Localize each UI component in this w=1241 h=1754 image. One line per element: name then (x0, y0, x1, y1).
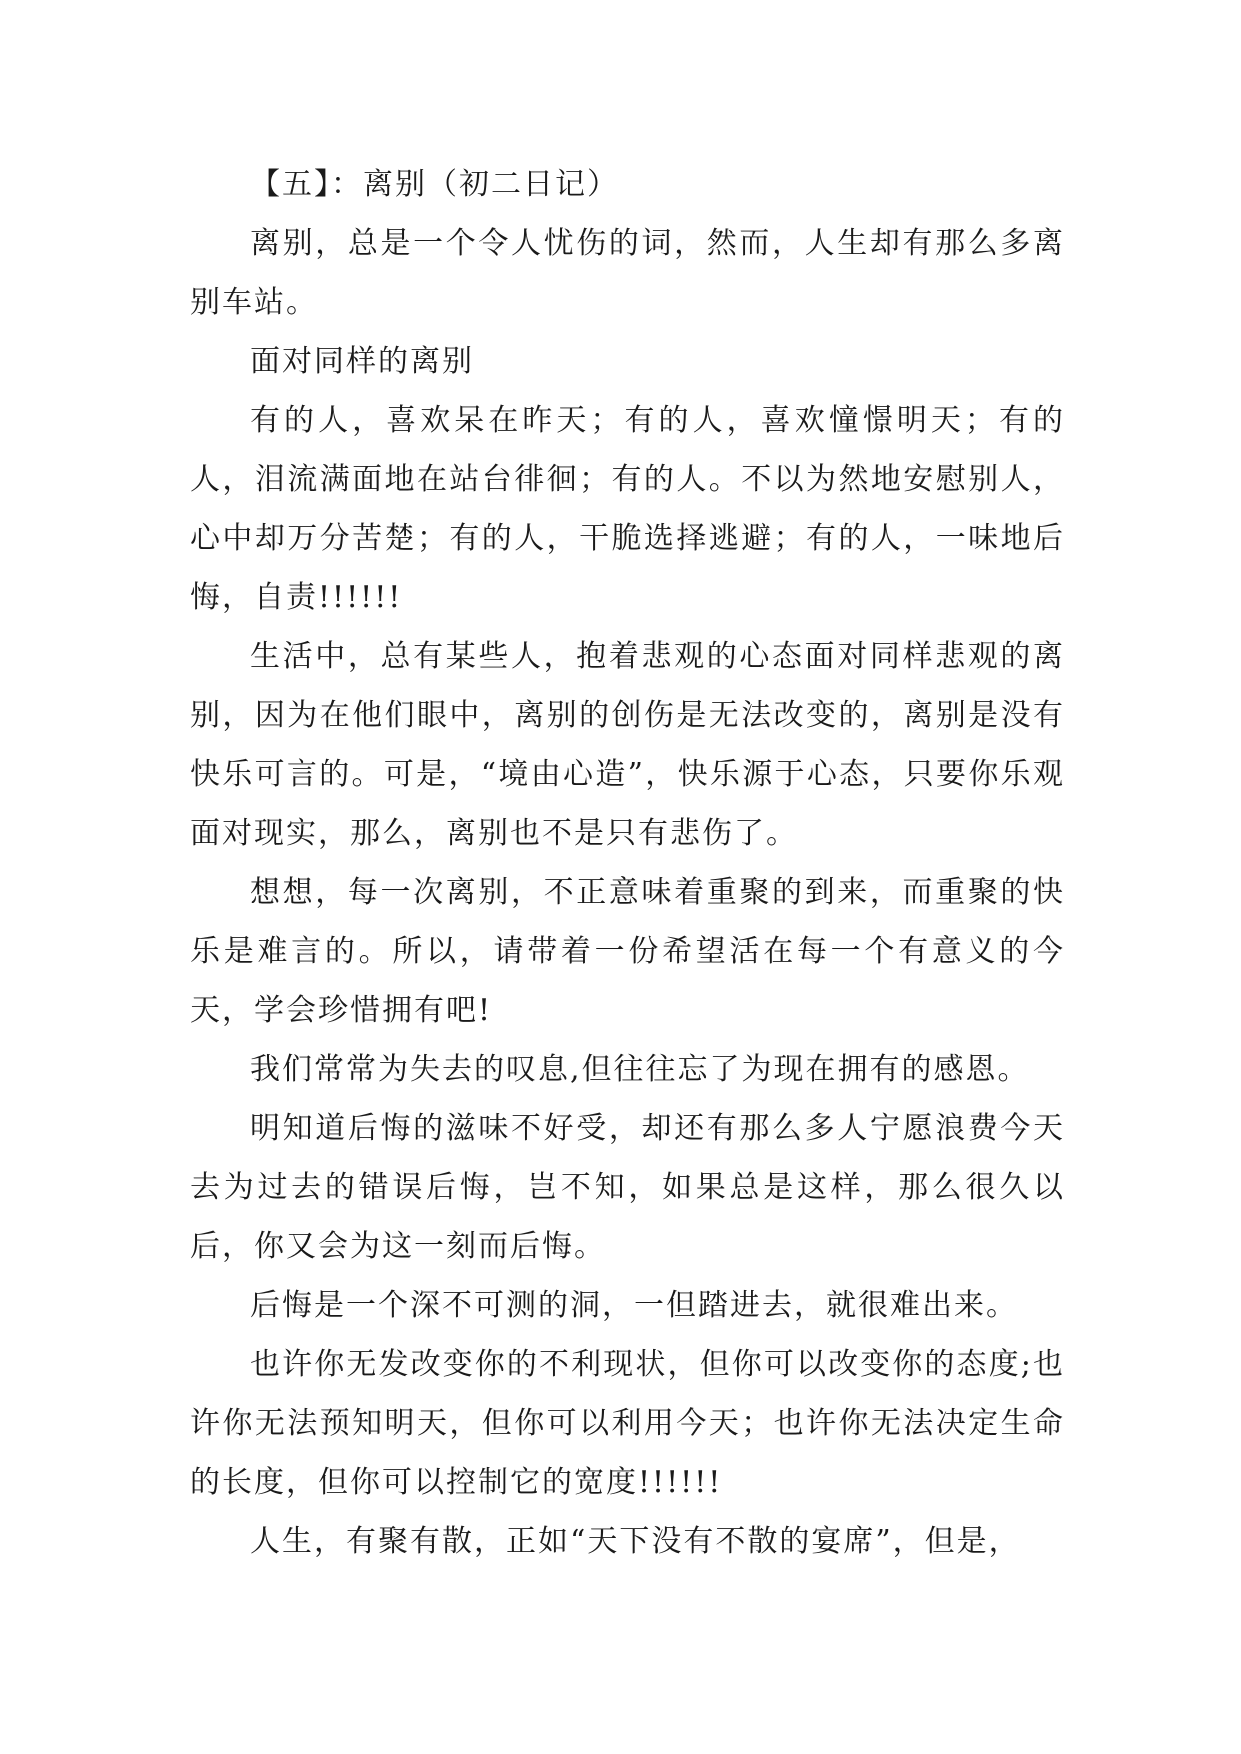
paragraph: 明知道后悔的滋味不好受，却还有那么多人宁愿浪费今天去为过去的错误后悔，岂不知，如果总是这样，那么很久以后，你又会为这一刻而后悔。 (190, 1111, 1065, 1264)
paragraph: 人生，有聚有散，正如“天下没有不散的宴席”，但是， (250, 1524, 1021, 1559)
paragraph: 后悔是一个深不可测的洞，一但踏进去，就很难出来。 (250, 1288, 1018, 1323)
paragraph: 想想，每一次离别，不正意味着重聚的到来，而重聚的快乐是难言的。所以，请带着一份希望活在每一个有意义的今天，学会珍惜拥有吧! (190, 875, 1065, 1028)
paragraph: 我们常常为失去的叹息,但往往忘了为现在拥有的感恩。 (250, 1052, 1030, 1087)
document-page (190, 155, 1065, 1571)
paragraph: 也许你无发改变你的不利现状，但你可以改变你的态度;也许你无法预知明天，但你可以利用今天；也许你无法决定生命的长度，但你可以控制它的宽度!!!!!! (190, 1347, 1065, 1500)
paragraph: 离别，总是一个令人忧伤的词，然而，人生却有那么多离别车站。 (190, 226, 1065, 320)
paragraph: 生活中，总有某些人，抱着悲观的心态面对同样悲观的离别，因为在他们眼中，离别的创伤是无法改变的，离别是没有快乐可言的。可是，“境由心造”，快乐源于心态，只要你乐观面对现实，那么，离别也不是只有悲伤了。 (190, 639, 1065, 851)
document-heading: 【五】：离别（初二日记） (250, 167, 619, 202)
paragraph: 面对同样的离别 (250, 344, 474, 379)
paragraph: 有的人，喜欢呆在昨天；有的人，喜欢憧憬明天；有的人，泪流满面地在站台徘徊；有的人。不以为然地安慰别人，心中却万分苦楚；有的人，干脆选择逃避；有的人，一味地后悔，自责!!!!!! (190, 403, 1065, 615)
